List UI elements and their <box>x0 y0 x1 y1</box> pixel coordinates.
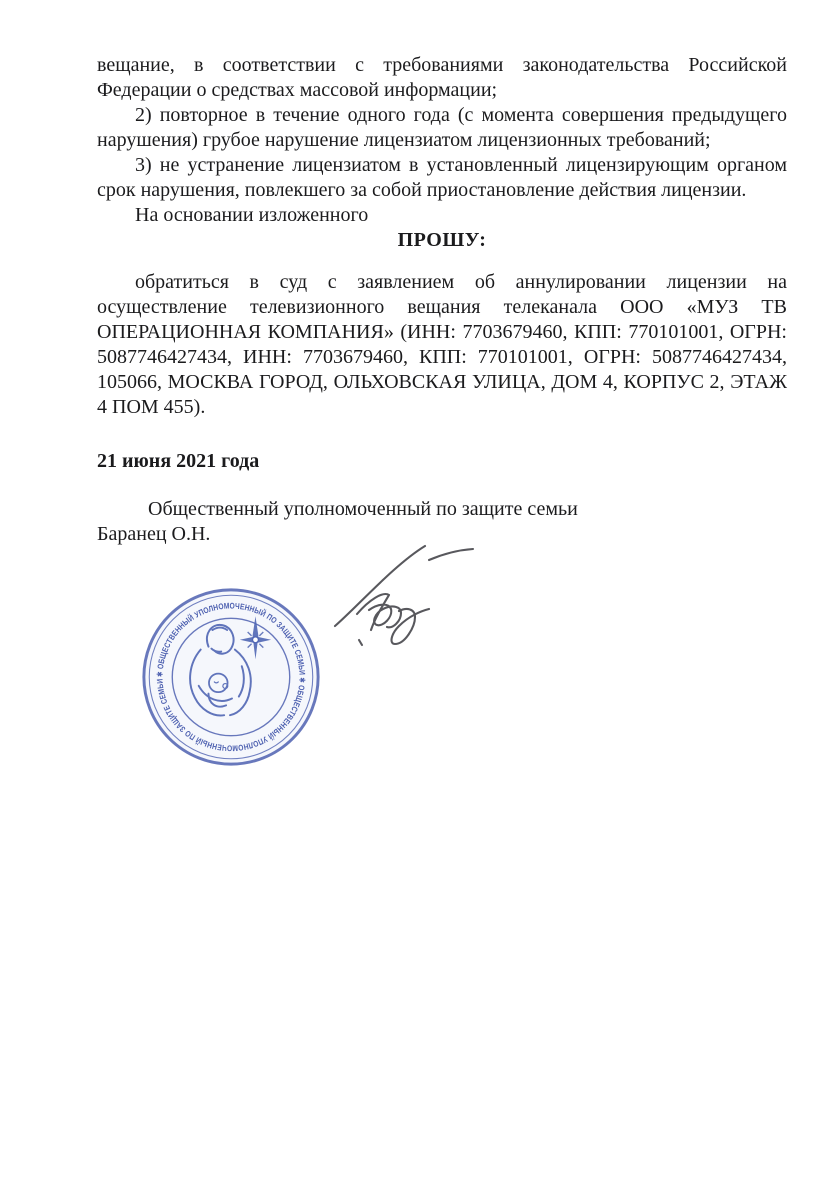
official-stamp-seal-icon <box>138 584 324 770</box>
signature-icon <box>328 533 478 648</box>
document-body <box>97 53 787 547</box>
date-line: 21 июня 2021 года <box>97 450 260 472</box>
signer-name: Баранец О.Н. <box>97 523 211 545</box>
paragraph-request: обратиться в суд с заявлением об аннулировании лицензии на осуществление телевизионного вещания телеканала ООО «МУЗ ТВ ОПЕРАЦИОННАЯ КОМПАНИЯ» (ИНН: 7703679460, КПП: 770101001, ОГРН: 5087746427434, ИНН: 7703679460, КПП: 770101001, ОГРН: 5087746427434, 105066, МОСКВА ГОРОД, ОЛЬХОВСКАЯ УЛИЦА, ДОМ 4, КОРПУС 2, ЭТАЖ 4 ПОМ 455). <box>97 271 787 418</box>
signer-title: Общественный уполномоченный по защите семьи <box>148 498 578 520</box>
request-heading: ПРОШУ: <box>397 229 487 251</box>
paragraph-item2: 2) повторное в течение одного года (с момента совершения предыдущего нарушения) грубое нарушение лицензиатом лицензионных требований; <box>97 104 787 151</box>
paragraph-basis: На основании изложенного <box>135 204 369 226</box>
handwritten-signature <box>328 533 478 648</box>
official-stamp <box>138 584 324 770</box>
paragraph-item3: 3) не устранение лицензиатом в установленный лицензирующим органом срок нарушения, повлекшего за собой приостановление действия лицензии. <box>97 154 787 201</box>
stamp-ink-wash <box>145 591 317 763</box>
stamp-ring-text: ✱ ОБЩЕСТВЕННЫЙ УПОЛНОМОЧЕННЫЙ ПО ЗАЩИТЕ СЕМЬИ ✱ ОБЩЕСТВЕННЫЙ УПОЛНОМОЧЕННЫЙ ПО ЗАЩИТЕ СЕМЬИ <box>155 601 307 753</box>
paragraph-continuation: вещание, в соответствии с требованиями законодательства Российской Федерации о средствах массовой информации; <box>97 54 787 101</box>
